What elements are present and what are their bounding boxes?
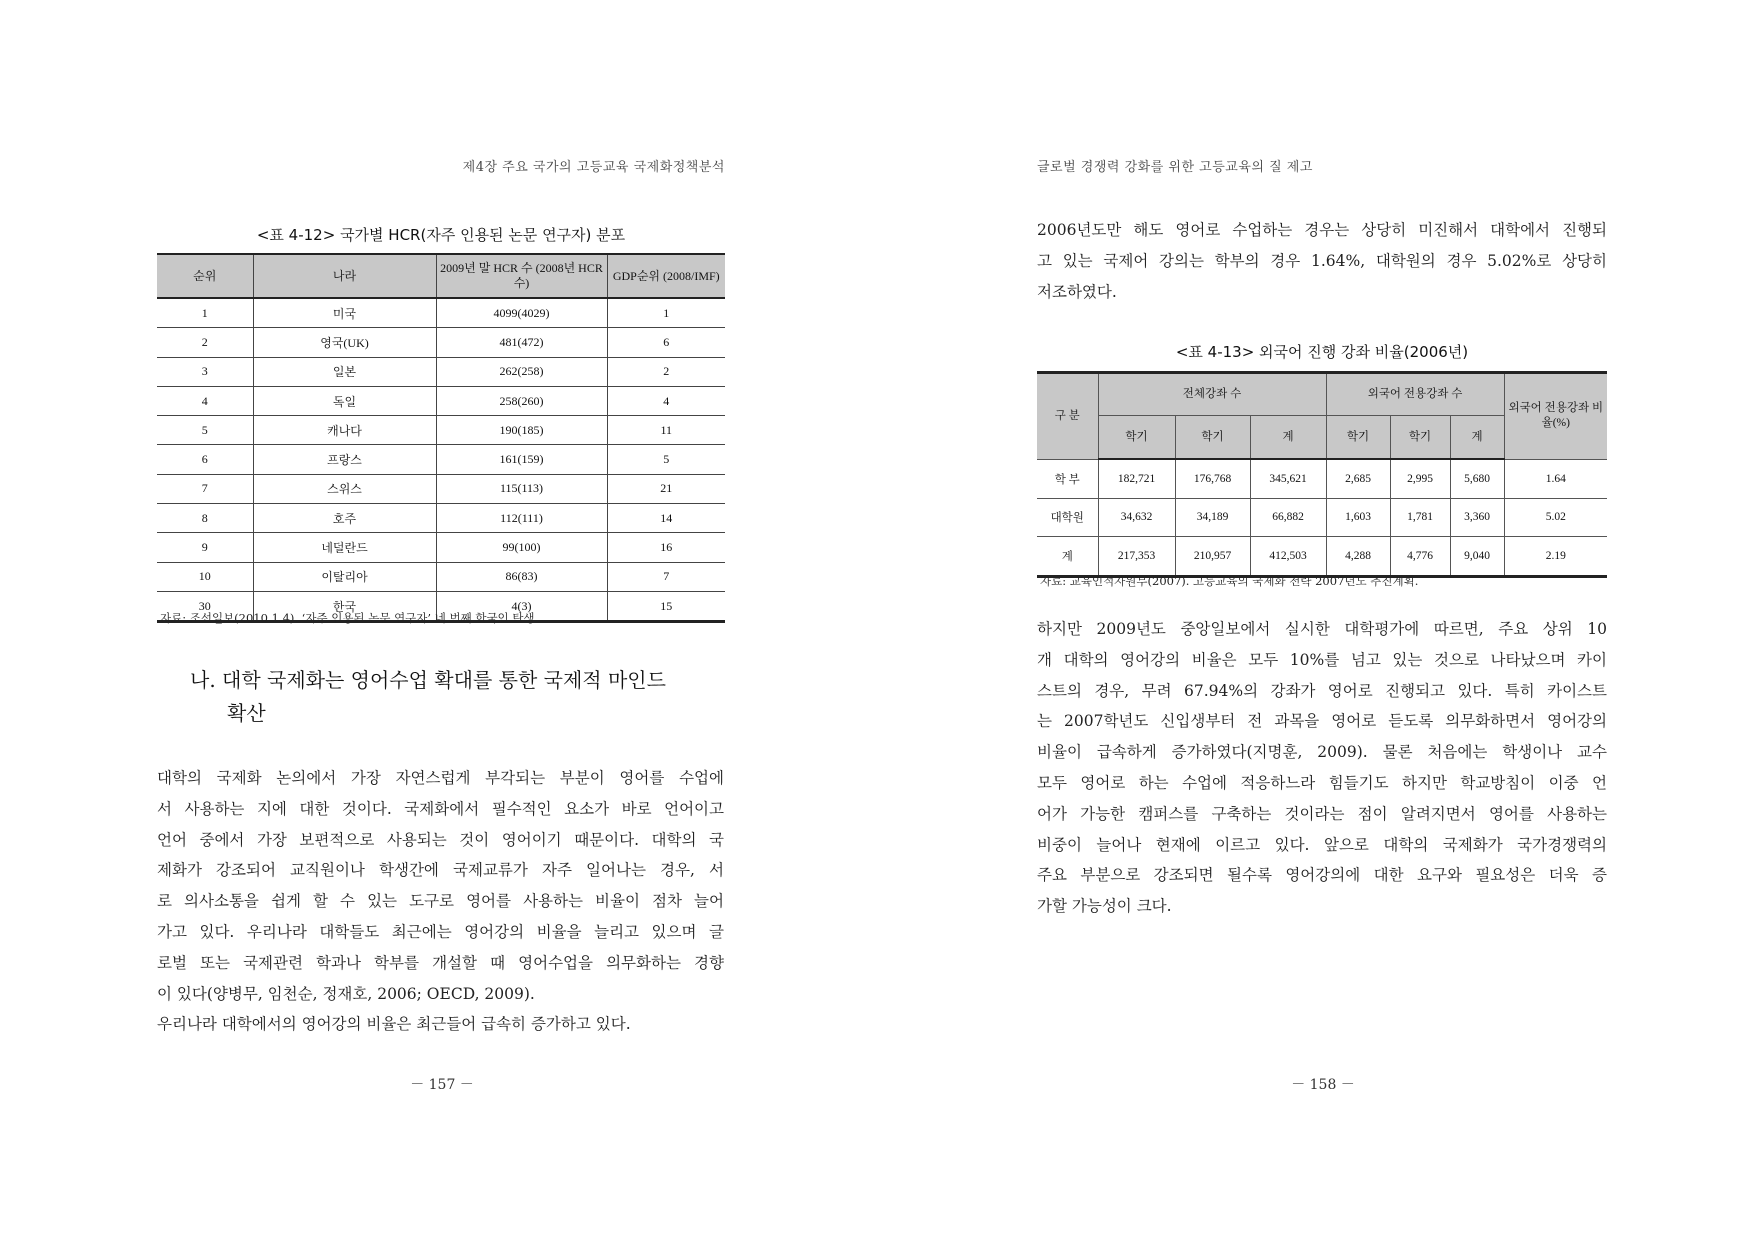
table-cell: 112(111) bbox=[436, 504, 607, 533]
text-line: 는 2007학년도 신입생부터 전 과목을 영어로 듣도록 의무화하면서 영어강의 bbox=[1037, 712, 1607, 731]
text-line: 스트의 경우, 무려 67.94%의 강좌가 영어로 진행되고 있다. 특히 카이스트 bbox=[1037, 681, 1607, 700]
group-header-foreign: 외국어 전용강좌 수 bbox=[1326, 373, 1504, 416]
table-cell: 1.64 bbox=[1504, 459, 1607, 498]
hcr-table bbox=[157, 253, 725, 623]
table-cell: 34,189 bbox=[1175, 498, 1250, 537]
text-line: 주요 부분으로 강조되면 될수록 영어강의에 대한 요구와 필요성은 더욱 증 bbox=[1037, 866, 1607, 885]
text-line: 비율이 급속하게 증가하였다(지명훈, 2009). 물론 처음에는 학생이나 교수 bbox=[1037, 743, 1607, 762]
table-row bbox=[157, 474, 725, 503]
table-cell: 5 bbox=[607, 445, 725, 474]
table-cell: 9 bbox=[157, 533, 253, 562]
table-cell: 34,632 bbox=[1098, 498, 1175, 537]
table-cell: 프랑스 bbox=[253, 445, 436, 474]
table-row bbox=[1037, 537, 1607, 577]
table-cell: 독일 bbox=[253, 386, 436, 415]
sub-header: 학기 bbox=[1175, 416, 1250, 460]
text-line: 저조하였다. bbox=[1037, 282, 1117, 301]
column-header: 나라 bbox=[253, 254, 436, 298]
text-line: 가고 있다. 우리나라 대학들도 최근에는 영어강의 비율을 늘리고 있으며 글 bbox=[157, 922, 724, 941]
table-cell: 10 bbox=[157, 562, 253, 591]
table-row bbox=[157, 328, 725, 357]
sub-header: 학기 bbox=[1098, 416, 1175, 460]
table-row bbox=[157, 533, 725, 562]
table-cell: 4099(4029) bbox=[436, 298, 607, 328]
table-cell: 일본 bbox=[253, 357, 436, 386]
table-cell: 호주 bbox=[253, 504, 436, 533]
table-source-note: 자료: 교육인적자원부(2007). 고등교육의 국제화 전략 2007년도 추진계획. bbox=[1040, 574, 1419, 588]
table-cell: 412,503 bbox=[1250, 537, 1326, 577]
running-header-left: 제4장 주요 국가의 고등교육 국제화정책분석 bbox=[462, 160, 725, 175]
table-cell: 11 bbox=[607, 416, 725, 445]
table-cell: 학 부 bbox=[1037, 459, 1098, 498]
section-heading-line: 나. 대학 국제화는 영어수업 확대를 통한 국제적 마인드 bbox=[190, 668, 666, 692]
table-cell: 5.02 bbox=[1504, 498, 1607, 537]
column-header: GDP순위 (2008/IMF) bbox=[607, 254, 725, 298]
text-line: 언어 중에서 가장 보편적으로 사용되는 것이 영어이기 때문이다. 대학의 국 bbox=[157, 830, 724, 849]
table-cell: 2,995 bbox=[1390, 459, 1450, 498]
table-cell: 한국 bbox=[253, 591, 436, 621]
table-cell: 86(83) bbox=[436, 562, 607, 591]
foreign-language-course-table bbox=[1037, 371, 1607, 578]
table-cell: 217,353 bbox=[1098, 537, 1175, 577]
table-cell: 4 bbox=[607, 386, 725, 415]
table-row bbox=[157, 562, 725, 591]
table-cell: 176,768 bbox=[1175, 459, 1250, 498]
table-cell: 4,776 bbox=[1390, 537, 1450, 577]
table-cell: 1 bbox=[157, 298, 253, 328]
table-cell: 262(258) bbox=[436, 357, 607, 386]
table-cell: 210,957 bbox=[1175, 537, 1250, 577]
table-cell: 30 bbox=[157, 591, 253, 621]
table-cell: 4,288 bbox=[1326, 537, 1390, 577]
table-cell: 대학원 bbox=[1037, 498, 1098, 537]
table-cell: 7 bbox=[157, 474, 253, 503]
table-cell: 6 bbox=[607, 328, 725, 357]
text-line: 가할 가능성이 크다. bbox=[1037, 897, 1172, 916]
text-line: 비중이 늘어나 현재에 이르고 있다. 앞으로 대학의 국제화가 국가경쟁력의 bbox=[1037, 835, 1607, 854]
table-cell: 6 bbox=[157, 445, 253, 474]
table-cell: 스위스 bbox=[253, 474, 436, 503]
table-cell: 7 bbox=[607, 562, 725, 591]
table-row bbox=[157, 504, 725, 533]
table-cell: 1,603 bbox=[1326, 498, 1390, 537]
text-line: 서 사용하는 지에 대한 것이다. 국제화에서 필수적인 요소가 바로 언어이고 bbox=[157, 799, 724, 818]
table-cell: 14 bbox=[607, 504, 725, 533]
section-heading bbox=[190, 664, 666, 730]
table-cell: 190(185) bbox=[436, 416, 607, 445]
table-cell: 182,721 bbox=[1098, 459, 1175, 498]
table-cell: 66,882 bbox=[1250, 498, 1326, 537]
text-line: 모두 영어로 하는 수업에 적응하느라 힘들기도 하지만 학교방침이 이중 언 bbox=[1037, 773, 1607, 792]
sub-header: 계 bbox=[1250, 416, 1326, 460]
table-cell: 16 bbox=[607, 533, 725, 562]
text-line: 어가 가능한 캠퍼스를 구축하는 것이라는 점이 알려지면서 영어를 사용하는 bbox=[1037, 804, 1607, 823]
table-row bbox=[1037, 498, 1607, 537]
column-header: 순위 bbox=[157, 254, 253, 298]
text-line: 로벌 또는 국제관련 학과나 학부를 개설할 때 영어수업을 의무화하는 경향 bbox=[157, 953, 724, 972]
table-cell: 계 bbox=[1037, 537, 1098, 577]
table-cell: 2 bbox=[157, 328, 253, 357]
text-line: 로 의사소통을 쉽게 할 수 있는 도구로 영어를 사용하는 비율이 점차 늘어 bbox=[157, 892, 724, 911]
table-cell: 5 bbox=[157, 416, 253, 445]
table-cell: 21 bbox=[607, 474, 725, 503]
table-cell: 99(100) bbox=[436, 533, 607, 562]
table-cell: 네덜란드 bbox=[253, 533, 436, 562]
table-row bbox=[1037, 459, 1607, 498]
text-line: 이 있다(양병무, 임천순, 정재호, 2006; OECD, 2009). bbox=[157, 984, 535, 1003]
text-line: 하지만 2009년도 중앙일보에서 실시한 대학평가에 따르면, 주요 상위 10 bbox=[1037, 620, 1607, 638]
table-header-row bbox=[157, 254, 725, 298]
page-number: － 157 － bbox=[410, 1077, 474, 1093]
table-cell: 8 bbox=[157, 504, 253, 533]
text-line: 개 대학의 영어강의 비율은 모두 10%를 넘고 있는 것으로 나타났으며 카이 bbox=[1037, 650, 1607, 669]
table-cell: 2 bbox=[607, 357, 725, 386]
table-cell: 4(3) bbox=[436, 591, 607, 621]
body-paragraph bbox=[1037, 614, 1607, 922]
table-cell: 1,781 bbox=[1390, 498, 1450, 537]
sub-header: 학기 bbox=[1390, 416, 1450, 460]
table-cell: 4 bbox=[157, 386, 253, 415]
text-line: 우리나라 대학에서의 영어강의 비율은 최근들어 급속히 증가하고 있다. bbox=[157, 1015, 631, 1034]
table-caption: <표 4-13> 외국어 진행 강좌 비율(2006년) bbox=[1175, 343, 1469, 361]
table-cell: 115(113) bbox=[436, 474, 607, 503]
table-cell: 161(159) bbox=[436, 445, 607, 474]
table-cell: 2,685 bbox=[1326, 459, 1390, 498]
table-cell: 481(472) bbox=[436, 328, 607, 357]
table-row bbox=[157, 386, 725, 415]
sub-header: 계 bbox=[1450, 416, 1504, 460]
table-cell: 9,040 bbox=[1450, 537, 1504, 577]
table-cell: 영국(UK) bbox=[253, 328, 436, 357]
table-caption: <표 4-12> 국가별 HCR(자주 인용된 논문 연구자) 분포 bbox=[256, 226, 626, 244]
table-cell: 15 bbox=[607, 591, 725, 621]
table-row bbox=[157, 445, 725, 474]
ratio-header: 외국어 전용강좌 비율(%) bbox=[1504, 373, 1607, 460]
table-cell: 2.19 bbox=[1504, 537, 1607, 577]
text-line: 대학의 국제화 논의에서 가장 자연스럽게 부각되는 부분이 영어를 수업에 bbox=[157, 769, 724, 787]
sub-header: 학기 bbox=[1326, 416, 1390, 460]
table-cell: 1 bbox=[607, 298, 725, 328]
section-heading-line: 확산 bbox=[227, 701, 266, 725]
table-row bbox=[157, 357, 725, 386]
column-header: 2009년 말 HCR 수 (2008년 HCR 수) bbox=[436, 254, 607, 298]
table-source-note: 자료: 조선일보(2010.1.4). ‘자주 인용된 논문 연구자’ 네 번째 한국인 탄생. bbox=[160, 611, 539, 625]
table-row bbox=[157, 416, 725, 445]
table-cell: 3 bbox=[157, 357, 253, 386]
table-cell: 258(260) bbox=[436, 386, 607, 415]
table-cell: 이탈리아 bbox=[253, 562, 436, 591]
text-line: 2006년도만 해도 영어로 수업하는 경우는 상당히 미진해서 대학에서 진행되 bbox=[1037, 221, 1607, 239]
running-header-right: 글로벌 경쟁력 강화를 위한 고등교육의 질 제고 bbox=[1037, 160, 1313, 175]
page-number: － 158 － bbox=[1291, 1077, 1355, 1093]
table-cell: 3,360 bbox=[1450, 498, 1504, 537]
table-cell: 345,621 bbox=[1250, 459, 1326, 498]
row-header: 구 분 bbox=[1037, 373, 1098, 460]
text-line: 고 있는 국제어 강의는 학부의 경우 1.64%, 대학원의 경우 5.02%로 상당히 bbox=[1037, 251, 1607, 270]
table-cell: 미국 bbox=[253, 298, 436, 328]
text-line: 제화가 강조되어 교직원이나 학생간에 국제교류가 자주 일어나는 경우, 서 bbox=[157, 861, 724, 880]
table-row bbox=[157, 298, 725, 328]
intro-paragraph bbox=[1037, 215, 1607, 307]
group-header-total: 전체강좌 수 bbox=[1098, 373, 1326, 416]
body-paragraph bbox=[157, 763, 724, 1040]
table-cell: 캐나다 bbox=[253, 416, 436, 445]
table-cell: 5,680 bbox=[1450, 459, 1504, 498]
